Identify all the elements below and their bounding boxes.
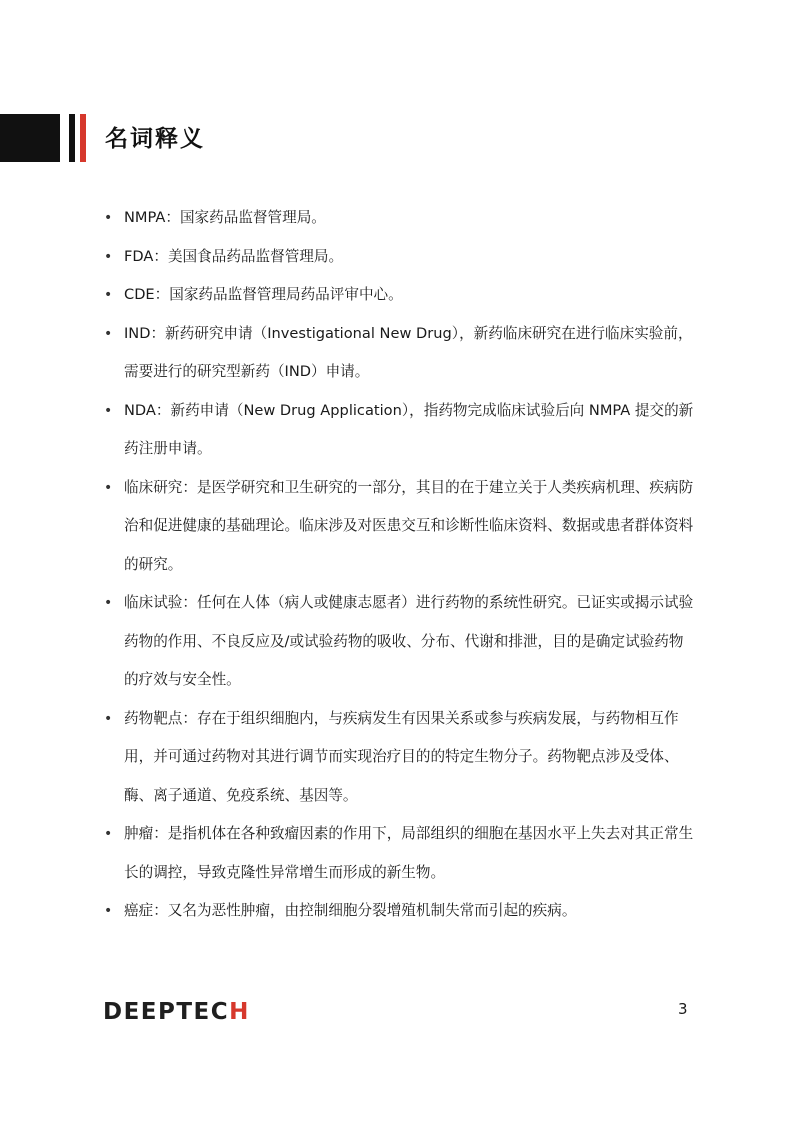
header-red-bar bbox=[80, 114, 86, 162]
bullet-icon: • bbox=[104, 210, 113, 226]
definition-text: NDA：新药申请（New Drug Application），指药物完成临床试验后向 NMPA 提交的新药注册申请。 bbox=[124, 401, 694, 457]
page-title: 名词释义 bbox=[105, 126, 205, 152]
header-black-block bbox=[0, 114, 60, 162]
logo-text: DEEPTEC bbox=[103, 999, 230, 1025]
definition-item bbox=[104, 392, 694, 469]
bullet-icon: • bbox=[104, 710, 113, 727]
logo-accent-letter: H bbox=[229, 999, 250, 1025]
definition-item bbox=[104, 199, 694, 238]
definition-text: IND：新药研究申请（Investigational New Drug），新药临床研究在进行临床实验前，需要进行的研究型新药（IND）申请。 bbox=[124, 324, 693, 380]
definition-text: 肿瘤：是指机体在各种致瘤因素的作用下，局部组织的细胞在基因水平上失去对其正常生长的调控，导致克隆性异常增生而形成的新生物。 bbox=[124, 825, 694, 881]
definition-item bbox=[104, 584, 694, 700]
definition-item bbox=[104, 238, 694, 277]
deeptech-logo bbox=[103, 998, 250, 1026]
definition-text: NMPA：国家药品监督管理局。 bbox=[124, 209, 326, 226]
bullet-icon: • bbox=[104, 903, 113, 919]
bullet-icon: • bbox=[104, 479, 113, 496]
bullet-icon: • bbox=[104, 402, 113, 419]
definitions-list bbox=[104, 199, 694, 931]
definition-text: 临床研究：是医学研究和卫生研究的一部分，其目的在于建立关于人类疾病机理、疾病防治和促进健康的基础理论。临床涉及对医患交互和诊断性临床资料、数据或患者群体资料的研究。 bbox=[124, 478, 694, 573]
bullet-icon: • bbox=[104, 826, 113, 842]
bullet-icon: • bbox=[104, 287, 113, 303]
definition-text: 临床试验：任何在人体（病人或健康志愿者）进行药物的系统性研究。已证实或揭示试验药物的作用、不良反应及/或试验药物的吸收、分布、代谢和排泄，目的是确定试验药物的疗效与安全性。 bbox=[124, 594, 694, 688]
bullet-icon: • bbox=[104, 595, 113, 611]
definition-item bbox=[104, 700, 694, 816]
definition-item bbox=[104, 276, 694, 315]
header-black-bar bbox=[69, 114, 75, 162]
definition-text: FDA：美国食品药品监督管理局。 bbox=[124, 247, 344, 265]
definition-item bbox=[104, 815, 694, 892]
definition-text: 药物靶点：存在于组织细胞内，与疾病发生有因果关系或参与疾病发展，与药物相互作用，并可通过药物对其进行调节而实现治疗目的的特定生物分子。药物靶点涉及受体、酶、离子通道、免疫系统、基因等。 bbox=[124, 709, 679, 804]
bullet-icon: • bbox=[104, 325, 113, 342]
definition-text: 癌症：又名为恶性肿瘤，由控制细胞分裂增殖机制失常而引起的疾病。 bbox=[124, 902, 577, 919]
definition-item bbox=[104, 892, 694, 931]
definition-item bbox=[104, 315, 694, 392]
definition-item bbox=[104, 469, 694, 585]
page-number: 3 bbox=[678, 1000, 688, 1018]
definition-text: CDE：国家药品监督管理局药品评审中心。 bbox=[124, 286, 403, 303]
bullet-icon: • bbox=[104, 248, 113, 265]
